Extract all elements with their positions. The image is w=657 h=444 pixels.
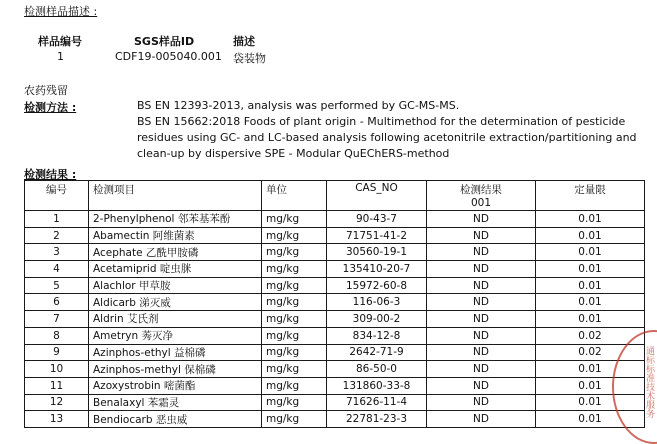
table-row — [25, 344, 645, 361]
cell-item: Azinphos-methyl 保棉磷 — [89, 361, 262, 378]
table-row — [25, 227, 645, 244]
cell-unit: mg/kg — [262, 344, 327, 361]
cell-result: ND — [427, 411, 536, 428]
cell-no: 10 — [25, 361, 89, 378]
cell-unit: mg/kg — [262, 261, 327, 278]
description-value: 袋装物 — [233, 52, 266, 65]
table-row — [25, 211, 645, 228]
cell-cas: 2642-71-9 — [327, 344, 427, 361]
col-result-header — [427, 181, 536, 211]
cell-item: Aldrin 艾氏剂 — [89, 311, 262, 328]
cell-result: ND — [427, 261, 536, 278]
cell-no: 11 — [25, 377, 89, 394]
cell-no: 12 — [25, 394, 89, 411]
cell-cas: 834-12-8 — [327, 327, 427, 344]
cell-result: ND — [427, 361, 536, 378]
table-row — [25, 294, 645, 311]
cell-unit: mg/kg — [262, 227, 327, 244]
col-loq-header: 定量限 — [536, 181, 645, 211]
cell-loq: 0.01 — [536, 411, 645, 428]
cell-cas: 15972-60-8 — [327, 277, 427, 294]
cell-item: Acetamiprid 啶虫脒 — [89, 261, 262, 278]
cell-loq: 0.01 — [536, 311, 645, 328]
col-cas-header: CAS_NO — [327, 181, 427, 211]
cell-cas: 131860-33-8 — [327, 377, 427, 394]
table-row — [25, 261, 645, 278]
sgs-sample-id-header: SGS样品ID — [134, 35, 195, 48]
cell-cas: 135410-20-7 — [327, 261, 427, 278]
table-row — [25, 361, 645, 378]
seal-text: 通标标准技术服务 — [644, 346, 654, 418]
cell-loq: 0.01 — [536, 261, 645, 278]
cell-loq: 0.01 — [536, 227, 645, 244]
cell-result: ND — [427, 211, 536, 228]
cell-no: 9 — [25, 344, 89, 361]
cell-loq: 0.01 — [536, 211, 645, 228]
cell-result: ND — [427, 377, 536, 394]
col-result-title: 检测结果 — [460, 184, 502, 196]
cell-loq: 0.01 — [536, 294, 645, 311]
cell-cas: 116-06-3 — [327, 294, 427, 311]
cell-result: ND — [427, 227, 536, 244]
cell-cas: 30560-19-1 — [327, 244, 427, 261]
cell-cas: 90-43-7 — [327, 211, 427, 228]
cell-cas: 309-00-2 — [327, 311, 427, 328]
cell-item: Bendiocarb 恶虫威 — [89, 411, 262, 428]
cell-loq: 0.02 — [536, 344, 645, 361]
cell-no: 5 — [25, 277, 89, 294]
cell-result: ND — [427, 344, 536, 361]
results-header-row — [25, 181, 645, 211]
cell-result: ND — [427, 327, 536, 344]
col-unit-header: 单位 — [262, 181, 327, 211]
cell-no: 3 — [25, 244, 89, 261]
method-line-3: residues using GC- and LC-based analysis following acetonitrile extraction/partitioning and — [137, 131, 637, 144]
table-row — [25, 277, 645, 294]
cell-no: 1 — [25, 211, 89, 228]
table-row — [25, 411, 645, 428]
sgs-sample-id-value: CDF19-005040.001 — [115, 50, 222, 63]
cell-cas: 71626-11-4 — [327, 394, 427, 411]
cell-item: Ametryn 莠灭净 — [89, 327, 262, 344]
cell-item: 2-Phenylphenol 邻苯基苯酚 — [89, 211, 262, 228]
cell-unit: mg/kg — [262, 394, 327, 411]
cell-unit: mg/kg — [262, 411, 327, 428]
cell-unit: mg/kg — [262, 277, 327, 294]
cell-no: 6 — [25, 294, 89, 311]
cell-unit: mg/kg — [262, 311, 327, 328]
col-result-sample: 001 — [470, 197, 492, 209]
results-table — [24, 180, 645, 428]
cell-item: Alachlor 甲草胺 — [89, 277, 262, 294]
cell-loq: 0.02 — [536, 327, 645, 344]
cell-loq: 0.01 — [536, 244, 645, 261]
cell-unit: mg/kg — [262, 377, 327, 394]
sample-description-title: 检测样品描述 : — [24, 5, 98, 18]
col-item-header: 检测项目 — [89, 181, 262, 211]
cell-item: Azinphos-ethyl 益棉磷 — [89, 344, 262, 361]
table-row — [25, 311, 645, 328]
cell-item: Acephate 乙酰甲胺磷 — [89, 244, 262, 261]
method-line-4: clean-up by dispersive SPE - Modular QuEChERS-method — [137, 147, 450, 160]
cell-result: ND — [427, 394, 536, 411]
cell-cas: 86-50-0 — [327, 361, 427, 378]
cell-no: 8 — [25, 327, 89, 344]
cell-unit: mg/kg — [262, 244, 327, 261]
method-line-2: BS EN 15662:2018 Foods of plant origin - Multimethod for the determination of pesticide — [137, 115, 626, 128]
method-label: 检测方法 : — [24, 101, 77, 114]
cell-result: ND — [427, 294, 536, 311]
cell-loq: 0.01 — [536, 394, 645, 411]
table-row — [25, 394, 645, 411]
method-line-1: BS EN 12393-2013, analysis was performed by GC-MS-MS. — [137, 99, 460, 112]
cell-loq: 0.01 — [536, 361, 645, 378]
cell-item: Aldicarb 涕灭威 — [89, 294, 262, 311]
cell-item: Azoxystrobin 嘧菌酯 — [89, 377, 262, 394]
table-row — [25, 244, 645, 261]
cell-unit: mg/kg — [262, 211, 327, 228]
cell-result: ND — [427, 277, 536, 294]
cell-result: ND — [427, 244, 536, 261]
cell-loq: 0.01 — [536, 277, 645, 294]
results-label: 检测结果 : — [24, 168, 77, 181]
sample-no-value: 1 — [57, 50, 64, 63]
cell-no: 13 — [25, 411, 89, 428]
cell-unit: mg/kg — [262, 294, 327, 311]
cell-loq: 0.01 — [536, 377, 645, 394]
cell-unit: mg/kg — [262, 361, 327, 378]
cell-item: Abamectin 阿维菌素 — [89, 227, 262, 244]
cell-unit: mg/kg — [262, 327, 327, 344]
cell-item: Benalaxyl 苯霜灵 — [89, 394, 262, 411]
cell-cas: 71751-41-2 — [327, 227, 427, 244]
table-row — [25, 327, 645, 344]
sample-no-header: 样品编号 — [38, 35, 82, 48]
table-row — [25, 377, 645, 394]
cell-cas: 22781-23-3 — [327, 411, 427, 428]
cell-result: ND — [427, 311, 536, 328]
cell-no: 2 — [25, 227, 89, 244]
col-no-header: 编号 — [25, 181, 89, 211]
description-header: 描述 — [233, 35, 255, 48]
test-category: 农药残留 — [24, 84, 68, 97]
cell-no: 4 — [25, 261, 89, 278]
cell-no: 7 — [25, 311, 89, 328]
